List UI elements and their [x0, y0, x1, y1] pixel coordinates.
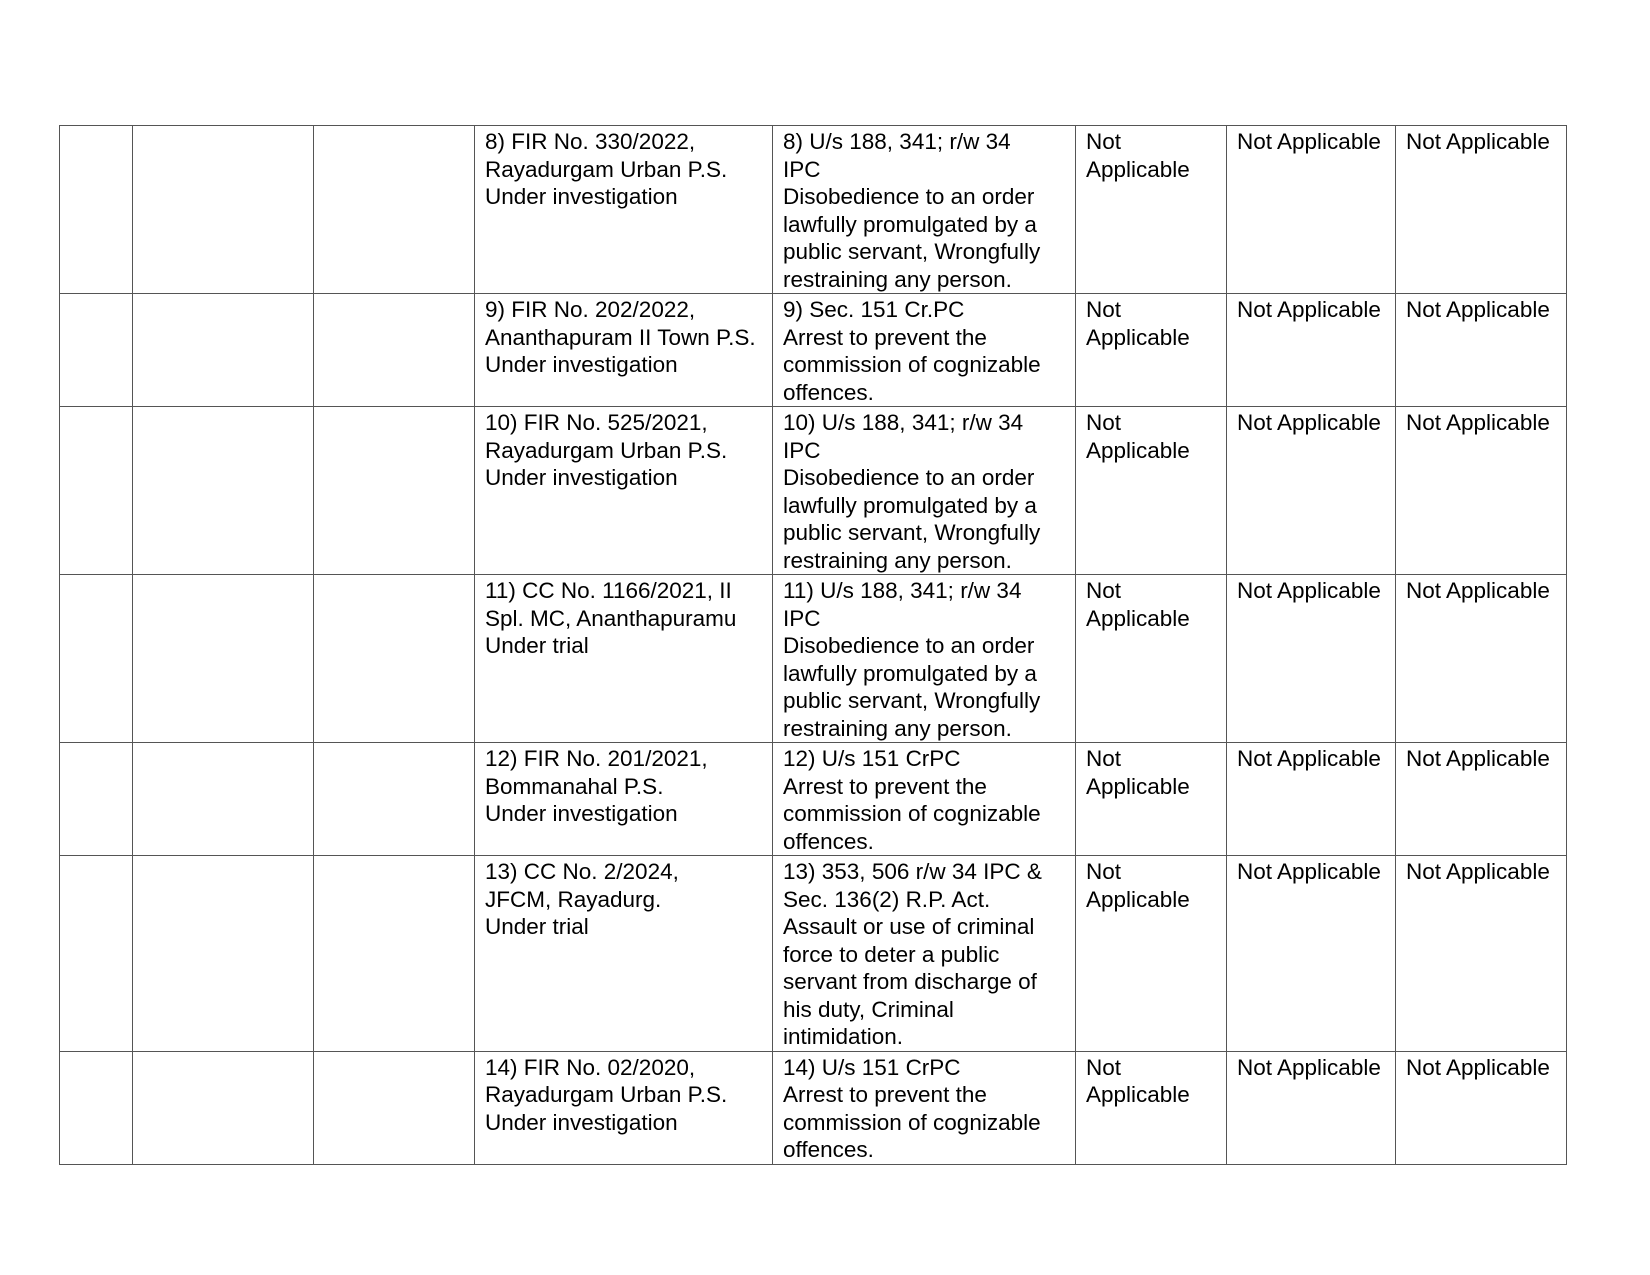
- sections-cell: 12) U/s 151 CrPC Arrest to prevent the commission of cognizable offences.: [773, 743, 1076, 856]
- empty-cell: [133, 126, 314, 294]
- sections-cell: 14) U/s 151 CrPC Arrest to prevent the commission of cognizable offences.: [773, 1051, 1076, 1164]
- case-details-cell: 14) FIR No. 02/2020, Rayadurgam Urban P.S. Under investigation: [475, 1051, 773, 1164]
- empty-cell: [314, 407, 475, 575]
- case-details-cell: 13) CC No. 2/2024, JFCM, Rayadurg. Under trial: [475, 856, 773, 1052]
- applicability-cell: Not Applicable: [1227, 407, 1396, 575]
- table-row: [60, 856, 1567, 1052]
- empty-cell: [60, 856, 133, 1052]
- applicability-cell: Not Applicable: [1396, 575, 1567, 743]
- case-details-cell: 9) FIR No. 202/2022, Ananthapuram II Town P.S. Under investigation: [475, 294, 773, 407]
- applicability-cell: Not Applicable: [1227, 743, 1396, 856]
- empty-cell: [314, 575, 475, 743]
- applicability-cell: Not Applicable: [1396, 1051, 1567, 1164]
- empty-cell: [60, 575, 133, 743]
- table-row: [60, 575, 1567, 743]
- empty-cell: [60, 126, 133, 294]
- applicability-cell: Not Applicable: [1396, 407, 1567, 575]
- table-row: [60, 294, 1567, 407]
- table-row: [60, 126, 1567, 294]
- sections-cell: 13) 353, 506 r/w 34 IPC & Sec. 136(2) R.P. Act. Assault or use of criminal force to deter a public servant from discharge of his duty, Criminal intimidation.: [773, 856, 1076, 1052]
- case-details-cell: 10) FIR No. 525/2021, Rayadurgam Urban P.S. Under investigation: [475, 407, 773, 575]
- sections-cell: 8) U/s 188, 341; r/w 34 IPC Disobedience to an order lawfully promulgated by a public servant, Wrongfully restraining any person.: [773, 126, 1076, 294]
- empty-cell: [314, 126, 475, 294]
- empty-cell: [133, 743, 314, 856]
- applicability-cell: Not Applicable: [1076, 294, 1227, 407]
- empty-cell: [133, 575, 314, 743]
- cases-table: [59, 125, 1567, 1165]
- applicability-cell: Not Applicable: [1227, 126, 1396, 294]
- sections-cell: 11) U/s 188, 341; r/w 34 IPC Disobedience to an order lawfully promulgated by a public servant, Wrongfully restraining any person.: [773, 575, 1076, 743]
- empty-cell: [314, 856, 475, 1052]
- empty-cell: [133, 407, 314, 575]
- applicability-cell: Not Applicable: [1076, 856, 1227, 1052]
- applicability-cell: Not Applicable: [1396, 856, 1567, 1052]
- empty-cell: [314, 294, 475, 407]
- empty-cell: [60, 294, 133, 407]
- sections-cell: 10) U/s 188, 341; r/w 34 IPC Disobedience to an order lawfully promulgated by a public servant, Wrongfully restraining any person.: [773, 407, 1076, 575]
- applicability-cell: Not Applicable: [1227, 856, 1396, 1052]
- case-details-cell: 8) FIR No. 330/2022, Rayadurgam Urban P.S. Under investigation: [475, 126, 773, 294]
- applicability-cell: Not Applicable: [1396, 294, 1567, 407]
- applicability-cell: Not Applicable: [1076, 743, 1227, 856]
- applicability-cell: Not Applicable: [1396, 126, 1567, 294]
- applicability-cell: Not Applicable: [1076, 575, 1227, 743]
- sections-cell: 9) Sec. 151 Cr.PC Arrest to prevent the commission of cognizable offences.: [773, 294, 1076, 407]
- empty-cell: [133, 1051, 314, 1164]
- applicability-cell: Not Applicable: [1227, 294, 1396, 407]
- table-row: [60, 1051, 1567, 1164]
- applicability-cell: Not Applicable: [1076, 1051, 1227, 1164]
- applicability-cell: Not Applicable: [1396, 743, 1567, 856]
- empty-cell: [133, 856, 314, 1052]
- table-row: [60, 407, 1567, 575]
- applicability-cell: Not Applicable: [1076, 407, 1227, 575]
- empty-cell: [60, 743, 133, 856]
- empty-cell: [60, 407, 133, 575]
- applicability-cell: Not Applicable: [1076, 126, 1227, 294]
- table-row: [60, 743, 1567, 856]
- empty-cell: [314, 1051, 475, 1164]
- case-details-cell: 11) CC No. 1166/2021, II Spl. MC, Ananthapuramu Under trial: [475, 575, 773, 743]
- case-details-cell: 12) FIR No. 201/2021, Bommanahal P.S. Under investigation: [475, 743, 773, 856]
- empty-cell: [133, 294, 314, 407]
- applicability-cell: Not Applicable: [1227, 1051, 1396, 1164]
- empty-cell: [314, 743, 475, 856]
- empty-cell: [60, 1051, 133, 1164]
- applicability-cell: Not Applicable: [1227, 575, 1396, 743]
